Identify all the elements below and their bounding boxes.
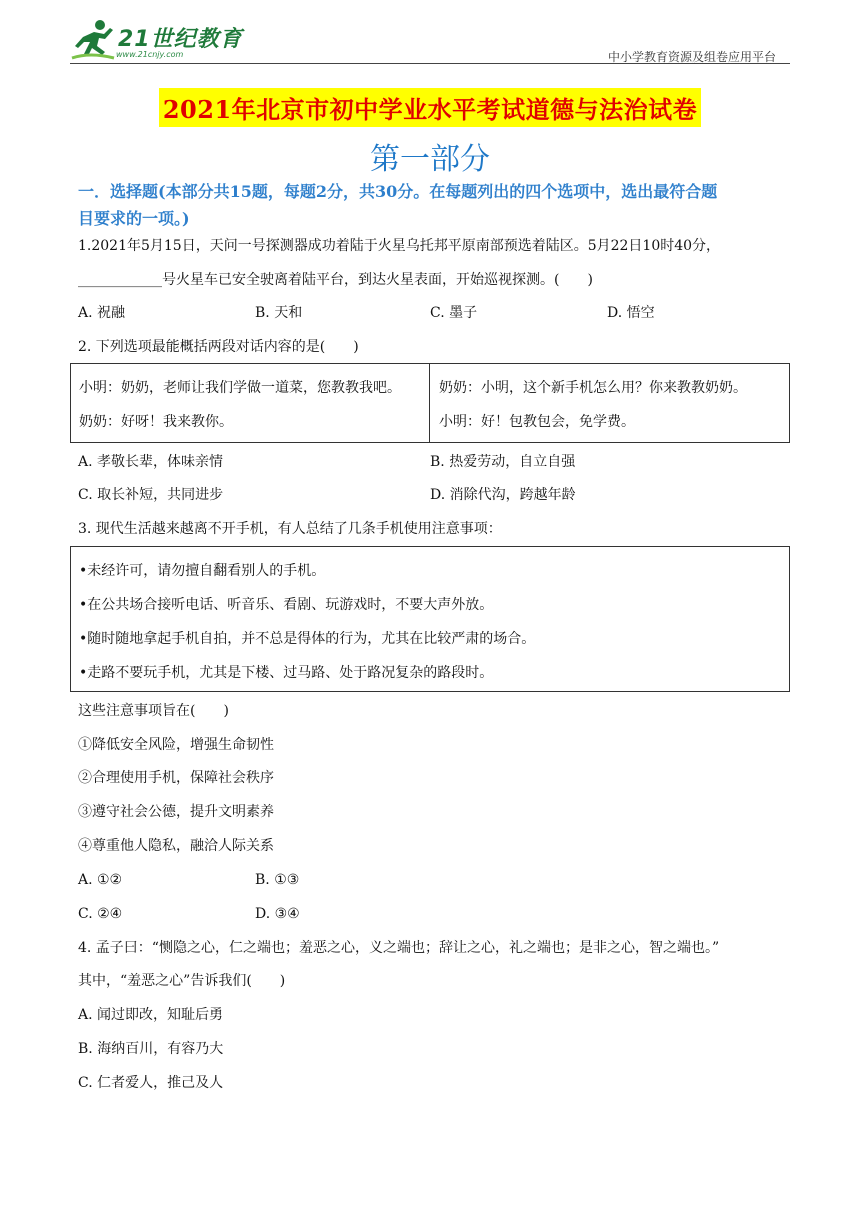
q2-option-b: B. 热爱劳动，自立自强 (430, 454, 576, 470)
section-heading-line: 一．选择题(本部分共15题，每题2分，共30分。在每题列出的四个选项中，选出最符合题 (78, 182, 718, 201)
q3-option-d: D. ③④ (255, 906, 300, 922)
dialogue-right-line: 小明：好！包教包会，免学费。 (439, 414, 635, 430)
logo-url: www.21cnjy.com (116, 50, 184, 59)
q4-option-c: C. 仁者爱人，推己及人 (78, 1075, 224, 1091)
q3-statement: ④尊重他人隐私，融洽人际关系 (78, 838, 274, 854)
part-heading: 第一部分 (370, 142, 490, 177)
tip-item: •未经许可，请勿擅自翻看别人的手机。 (79, 563, 326, 579)
dialogue-right-line: 奶奶：小明，这个新手机怎么用？你来教教奶奶。 (439, 380, 747, 396)
q2-option-c: C. 取长补短，共同进步 (78, 487, 224, 503)
title-wrapper (0, 88, 860, 127)
q3-option-a: A. ①② (78, 872, 123, 888)
q2-option-d: D. 消除代沟，跨越年龄 (430, 487, 576, 503)
page-header (70, 18, 790, 64)
q4-option-a: A. 闻过即改，知耻后勇 (78, 1007, 224, 1023)
q1-option-d: D. 悟空 (607, 305, 655, 321)
page-title: 2021年北京市初中学业水平考试道德与法治试卷 (159, 88, 701, 127)
dialogue-left-line: 奶奶：好呀！我来教你。 (79, 414, 233, 430)
dialogue-left-line: 小明：奶奶，老师让我们学做一道菜，您教教我吧。 (79, 380, 401, 396)
tip-item: •走路不要玩手机，尤其是下楼、过马路、处于路况复杂的路段时。 (79, 665, 494, 681)
platform-name: 中小学教育资源及组卷应用平台 (607, 50, 776, 64)
running-figure-icon (70, 18, 118, 62)
q1-option-c: C. 墨子 (430, 305, 478, 321)
q1-stem-line: ____________号火星车已安全驶离着陆平台，到达火星表面，开始巡视探测。( ) (78, 272, 593, 288)
section-heading (78, 178, 786, 232)
q1-option-a: A. 祝融 (78, 305, 126, 321)
q3-statement: ②合理使用手机，保障社会秩序 (78, 770, 274, 786)
q4-option-b: B. 海纳百川，有容乃大 (78, 1041, 224, 1057)
dialogue-table (70, 363, 790, 443)
tip-item: •在公共场合接听电话、听音乐、看剧、玩游戏时，不要大声外放。 (79, 597, 494, 613)
q4-stem-line: 其中，“羞恶之心”告诉我们( ) (78, 973, 286, 989)
q3-statement: ③遵守社会公德，提升文明素养 (78, 804, 274, 820)
q2-stem: 2. 下列选项最能概括两段对话内容的是( ) (78, 339, 359, 355)
q1-stem-line: 1.2021年5月15日，天问一号探测器成功着陆于火星乌托邦平原南部预选着陆区。5月22日10时40分， (78, 238, 721, 254)
logo-text: 21世纪教育 (118, 27, 243, 52)
q2-option-a: A. 孝敬长辈，体味亲情 (78, 454, 224, 470)
q3-ask: 这些注意事项旨在( ) (78, 703, 229, 719)
q3-stem: 3. 现代生活越来越离不开手机，有人总结了几条手机使用注意事项： (78, 521, 502, 537)
q3-option-c: C. ②④ (78, 906, 123, 922)
logo (70, 18, 250, 64)
tip-item: •随时随地拿起手机自拍，并不总是得体的行为，尤其在比较严肃的场合。 (79, 631, 536, 647)
phone-tips-box (70, 546, 790, 692)
table-divider (429, 364, 430, 442)
q3-statement: ①降低安全风险，增强生命韧性 (78, 737, 274, 753)
q4-stem-line: 4. 孟子曰：“恻隐之心，仁之端也；羞恶之心，义之端也；辞让之心，礼之端也；是非之心，智之端也。” (78, 940, 720, 956)
section-heading-line: 目要求的一项。) (78, 209, 190, 228)
q1-option-b: B. 天和 (255, 305, 303, 321)
q3-option-b: B. ①③ (255, 872, 300, 888)
header-divider (70, 63, 790, 64)
